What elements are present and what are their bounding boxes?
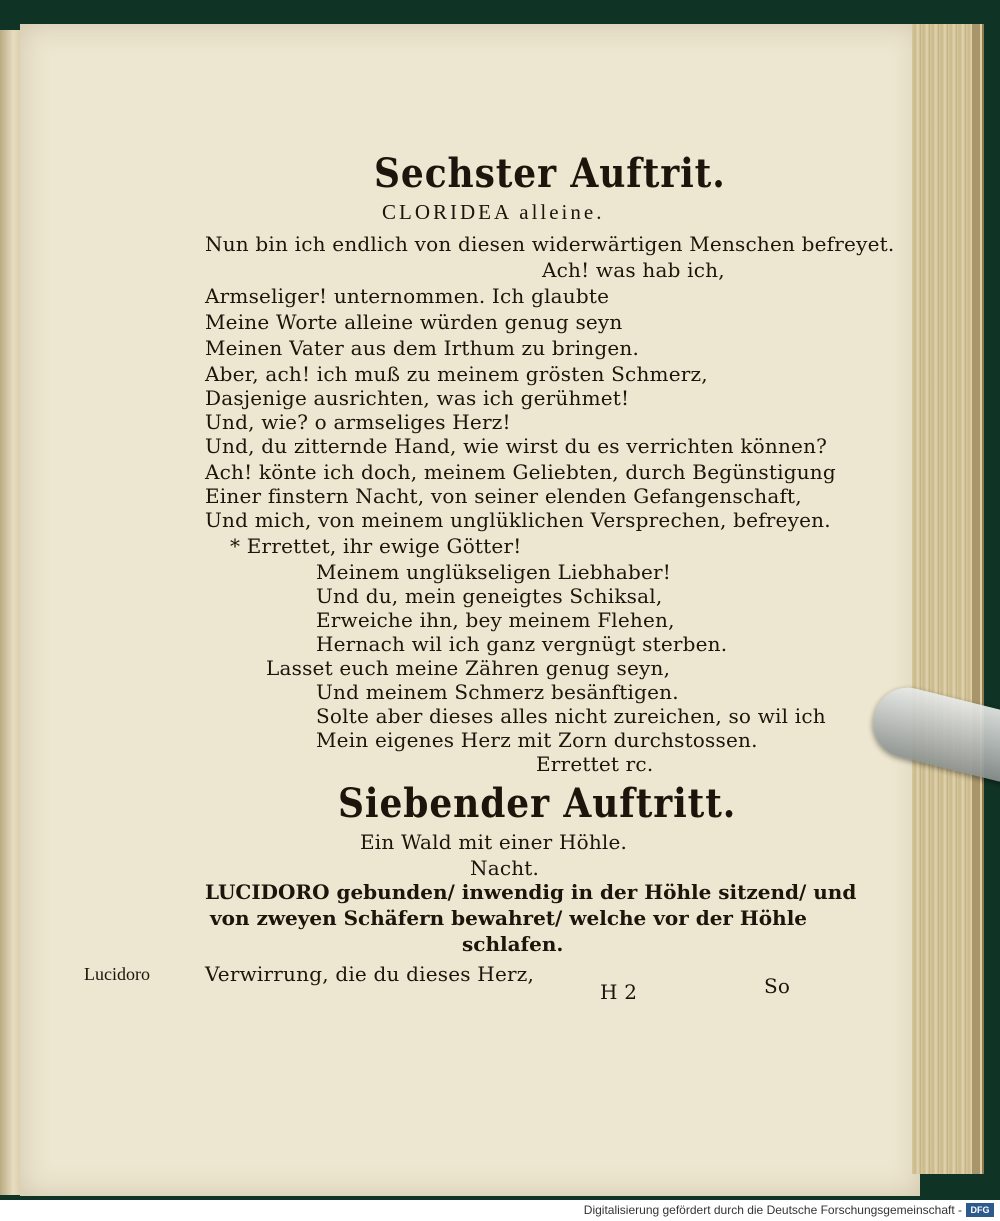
verse-line: Mein eigenes Herz mit Zorn durchstossen.	[316, 728, 758, 752]
verse-line: Und, wie? o armseliges Herz!	[205, 410, 511, 434]
verse-line: Aber, ach! ich muß zu meinem grösten Schmerz,	[205, 362, 708, 386]
verse-line: Dasjenige ausrichten, was ich gerühmet!	[205, 386, 630, 410]
verse-line: Solte aber dieses alles nicht zureichen, so wil ich	[316, 704, 826, 728]
stage-direction-line: LUCIDORO gebunden/ inwendig in der Höhle sitzend/ und	[205, 880, 857, 904]
speaker-name: Lucidoro	[84, 964, 150, 984]
verse-line: Nun bin ich endlich von diesen widerwärtigen Menschen befreyet.	[205, 232, 895, 256]
catchword: So	[764, 974, 791, 998]
dfg-logo-icon: DFG	[966, 1203, 994, 1217]
stage-direction-line: von zweyen Schäfern bewahret/ welche vor der Höhle	[210, 906, 808, 930]
scene-7-time: Nacht.	[470, 856, 540, 880]
funding-credit: Digitalisierung gefördert durch die Deutsche Forschungsgemeinschaft -	[583, 1203, 962, 1217]
sheet-signature: H 2	[600, 980, 638, 1004]
verse-line: Errettet rc.	[536, 752, 654, 776]
verse-line: Und, du zitternde Hand, wie wirst du es verrichten können?	[205, 434, 828, 458]
verse-line: Meinem unglükseligen Liebhaber!	[316, 560, 672, 584]
verse-line: Verwirrung, die du dieses Herz,	[205, 962, 535, 986]
stage-direction-line: schlafen.	[462, 932, 564, 956]
scene-7-heading: Siebender Auftritt.	[338, 780, 737, 827]
scene-7-setting: Ein Wald mit einer Höhle.	[360, 830, 628, 854]
verse-line: Lasset euch meine Zähren genug seyn,	[266, 656, 671, 680]
scene-6-cast: CLORIDEA alleine.	[382, 200, 605, 224]
verse-line: Hernach wil ich ganz vergnügt sterben.	[316, 632, 728, 656]
page-block-edges	[912, 24, 984, 1174]
verse-line: Ach! könte ich doch, meinem Geliebten, durch Begünstigung	[205, 460, 836, 484]
verse-line: Erweiche ihn, bey meinem Flehen,	[316, 608, 675, 632]
verse-line: Und du, mein geneigtes Schiksal,	[316, 584, 663, 608]
verse-line: Meinen Vater aus dem Irthum zu bringen.	[205, 336, 640, 360]
verse-line: Meine Worte alleine würden genug seyn	[205, 310, 623, 334]
verse-line: Einer finstern Nacht, von seiner elenden Gefangenschaft,	[205, 484, 802, 508]
verse-line: Armseliger! unternommen. Ich glaubte	[205, 284, 610, 308]
verse-line: Und meinem Schmerz besänftigen.	[316, 680, 679, 704]
scene-6-heading: Sechster Auftrit.	[374, 150, 726, 197]
verse-line: Ach! was hab ich,	[542, 258, 725, 282]
verse-line: * Errettet, ihr ewige Götter!	[230, 534, 522, 558]
verse-line: Und mich, von meinem unglüklichen Versprechen, befreyen.	[205, 508, 831, 532]
